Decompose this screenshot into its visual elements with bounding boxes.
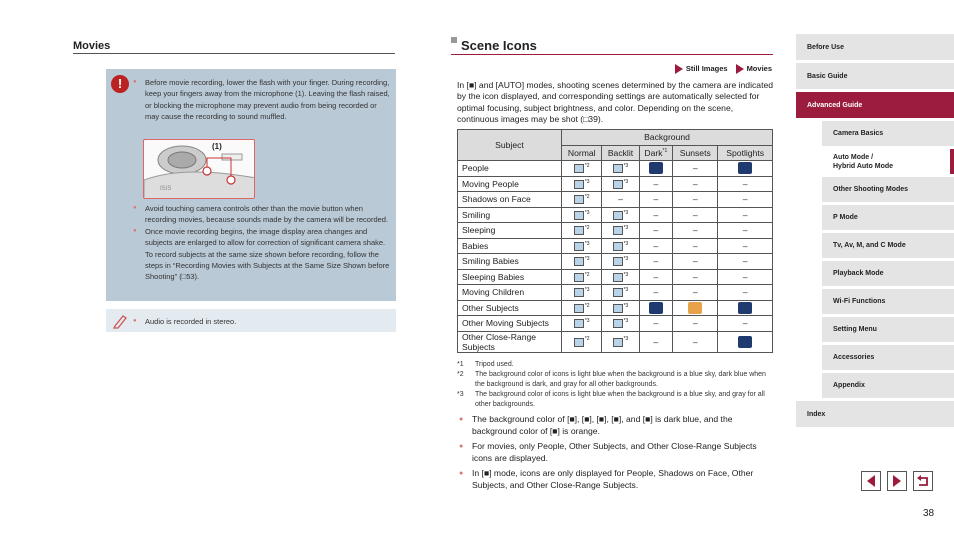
empty-cell: – — [673, 223, 718, 239]
scene-icon-cell: *2 — [562, 192, 602, 208]
scene-icon — [574, 195, 584, 204]
empty-cell: – — [718, 254, 773, 270]
dark-scene-icon-cell — [639, 300, 673, 316]
nav-item-before-use[interactable]: Before Use — [796, 34, 954, 60]
dark-scene-icon-cell — [718, 300, 773, 316]
scene-icon — [574, 180, 584, 189]
scene-icon — [574, 304, 584, 313]
scene-icon — [574, 273, 584, 282]
scene-icon — [613, 319, 623, 328]
nav-item-tv-av-m-and-c-mode[interactable]: Tv, Av, M, and C Mode — [822, 233, 954, 258]
scene-icon-cell: *3 — [602, 285, 639, 301]
empty-cell: – — [639, 207, 673, 223]
scene-icon — [613, 288, 623, 297]
table-row — [458, 223, 773, 239]
subject-cell: Other Close-Range Subjects — [458, 331, 562, 352]
nav-item-basic-guide[interactable]: Basic Guide — [796, 63, 954, 89]
dark-scene-icon-cell — [639, 161, 673, 177]
empty-cell: – — [673, 269, 718, 285]
triangle-icon — [736, 64, 744, 74]
footnote: *1 Tripod used. — [457, 361, 514, 368]
background-header: Background — [562, 130, 773, 146]
empty-cell: – — [718, 207, 773, 223]
dark-scene-icon — [738, 336, 752, 348]
scene-icon-cell: *3 — [602, 207, 639, 223]
chapter-nav — [796, 34, 954, 430]
subject-cell: Sleeping Babies — [458, 269, 562, 285]
scene-icons-table — [457, 129, 773, 353]
empty-cell: – — [673, 192, 718, 208]
footnote: *2 The background color of icons is light blue when the background is a blue sky, dark blue when the background is dark, and gray for all other backgrounds. — [457, 371, 766, 388]
page-navigation — [861, 471, 933, 491]
note-bullet: ● In [■] mode, icons are only displayed for People, Shadows on Face, Other Subjects, and Other Close-Range Subjects. — [457, 468, 775, 491]
caution-item: ● Before movie recording, lower the flash with your finger. During recording, keep your fingers away from the microphone (1). Leaving the flash raised, or blocking the microphone may prevent audio from being recorded or may cause the recording to sound muffled. — [133, 77, 390, 123]
title-divider — [451, 54, 773, 55]
dark-scene-icon — [649, 162, 663, 174]
scene-icon-cell: *3 — [602, 223, 639, 239]
scene-icon-cell: *3 — [562, 254, 602, 270]
section-title-movies: Movies — [73, 40, 111, 52]
nav-item-other-shooting-modes[interactable]: Other Shooting Modes — [822, 177, 954, 202]
scene-icon-cell: *3 — [602, 176, 639, 192]
mode-tags — [675, 64, 772, 74]
dark-scene-icon — [738, 302, 752, 314]
table-row — [458, 285, 773, 301]
dark-scene-icon-cell — [718, 161, 773, 177]
nav-item-setting-menu[interactable]: Setting Menu — [822, 317, 954, 342]
empty-cell: – — [673, 316, 718, 332]
empty-cell: – — [639, 331, 673, 352]
subject-cell: Smiling — [458, 207, 562, 223]
scene-icon-cell: *3 — [602, 300, 639, 316]
scene-icon — [613, 338, 623, 347]
table-row — [458, 207, 773, 223]
nav-item-camera-basics[interactable]: Camera Basics — [822, 121, 954, 146]
table-row — [458, 161, 773, 177]
dark-scene-icon — [649, 302, 663, 314]
scene-icon-cell: *2 — [562, 331, 602, 352]
subject-cell: Other Subjects — [458, 300, 562, 316]
dark-scene-icon — [738, 162, 752, 174]
scene-icon — [613, 304, 623, 313]
column-header: Sunsets — [673, 145, 718, 161]
empty-cell: – — [639, 269, 673, 285]
column-header: Dark$^{*1}$ — [639, 145, 673, 161]
table-row — [458, 316, 773, 332]
scene-icon — [574, 164, 584, 173]
empty-cell: – — [673, 161, 718, 177]
table-row — [458, 300, 773, 316]
scene-icon — [574, 288, 584, 297]
prev-page-button[interactable] — [861, 471, 881, 491]
scene-icon — [574, 242, 584, 251]
footnote: *3 The background color of icons is light blue when the background is a blue sky, and gray for all other backgrounds. — [457, 391, 765, 408]
scene-icon — [613, 211, 623, 220]
empty-cell: – — [718, 316, 773, 332]
scene-icon-cell: *2 — [562, 223, 602, 239]
subject-cell: Babies — [458, 238, 562, 254]
scene-icon-cell: *3 — [602, 238, 639, 254]
empty-cell: – — [718, 285, 773, 301]
subject-header: Subject — [458, 130, 562, 161]
scene-icon — [613, 257, 623, 266]
movies-tag: Movies — [736, 64, 772, 74]
column-header: Backlit — [602, 145, 639, 161]
scene-icon — [613, 164, 623, 173]
notes-list — [457, 414, 775, 495]
dark-scene-icon-cell — [718, 331, 773, 352]
subject-cell: Shadows on Face — [458, 192, 562, 208]
subject-cell: Moving People — [458, 176, 562, 192]
scene-icon-cell: *3 — [562, 238, 602, 254]
arrow-left-icon — [864, 474, 878, 488]
note-bullet: ● For movies, only People, Other Subjects, and Other Close-Range Subjects icons are displayed. — [457, 441, 775, 464]
nav-item-auto-mode-hybrid-auto-mode[interactable]: Auto Mode / Hybrid Auto Mode — [822, 149, 954, 174]
empty-cell: – — [718, 192, 773, 208]
nav-item-accessories[interactable]: Accessories — [822, 345, 954, 370]
sunset-scene-icon — [688, 302, 702, 314]
caution-box — [106, 69, 396, 301]
caution-item: ● Avoid touching camera controls other than the movie button when recording movies, because sounds made by the camera will be recorded. — [133, 203, 390, 226]
note-item: ● Audio is recorded in stereo. — [133, 316, 388, 327]
empty-cell: – — [639, 192, 673, 208]
empty-cell: – — [718, 176, 773, 192]
table-row — [458, 176, 773, 192]
sunset-scene-icon-cell — [673, 300, 718, 316]
empty-cell: – — [718, 223, 773, 239]
empty-cell: – — [673, 254, 718, 270]
empty-cell: – — [639, 223, 673, 239]
nav-item-p-mode[interactable]: P Mode — [822, 205, 954, 230]
page-number: 38 — [923, 508, 935, 519]
arrow-right-icon — [890, 474, 904, 488]
title-marker — [451, 37, 457, 43]
table-row — [458, 269, 773, 285]
scene-icon-cell: *3 — [562, 176, 602, 192]
empty-cell: – — [718, 269, 773, 285]
callout-label: (1) — [212, 142, 222, 151]
nav-item-advanced-guide[interactable]: Advanced Guide — [796, 92, 954, 118]
scene-icon-cell: *3 — [602, 254, 639, 270]
empty-cell: – — [673, 207, 718, 223]
empty-cell: – — [639, 238, 673, 254]
caution-item: ● Once movie recording begins, the image display area changes and subjects are enlarged to allow for correction of significant camera shake. To record subjects at the same size shown before recording, follow the steps in “Recording Movies with Subjects at the Same Size Shown before Shooting” (□53). — [133, 226, 390, 283]
subject-cell: People — [458, 161, 562, 177]
empty-cell: – — [639, 254, 673, 270]
next-page-button[interactable] — [887, 471, 907, 491]
scene-icon — [574, 211, 584, 220]
subject-cell: Other Moving Subjects — [458, 316, 562, 332]
still-images-tag: Still Images — [675, 64, 728, 74]
column-header: Spotlights — [718, 145, 773, 161]
scene-icon — [613, 273, 623, 282]
scene-icon-cell: *3 — [562, 285, 602, 301]
scene-icon-cell: *3 — [562, 207, 602, 223]
scene-icon — [574, 319, 584, 328]
scene-icon-cell: *3 — [562, 316, 602, 332]
empty-cell: – — [639, 176, 673, 192]
camera-illustration — [143, 139, 255, 199]
empty-cell: – — [639, 285, 673, 301]
scene-icon — [574, 338, 584, 347]
footnotes — [457, 360, 775, 410]
scene-icon-cell: *3 — [602, 316, 639, 332]
scene-icon-cell: *2 — [562, 300, 602, 316]
scene-icon-cell: *2 — [562, 161, 602, 177]
empty-cell: – — [639, 316, 673, 332]
caution-list — [133, 203, 390, 283]
note-list — [133, 316, 388, 327]
nav-item-appendix[interactable]: Appendix — [822, 373, 954, 398]
svg-text:ISIS: ISIS — [160, 186, 172, 192]
nav-item-index[interactable]: Index — [796, 401, 954, 427]
empty-cell: – — [673, 285, 718, 301]
caution-icon: ! — [111, 75, 129, 93]
scene-icon-cell: *3 — [602, 161, 639, 177]
table-row — [458, 192, 773, 208]
subject-cell: Sleeping — [458, 223, 562, 239]
scene-icon — [613, 242, 623, 251]
empty-cell: – — [673, 238, 718, 254]
page-title: Scene Icons — [461, 38, 537, 53]
triangle-icon — [675, 64, 683, 74]
scene-icon — [613, 226, 623, 235]
subject-cell: Smiling Babies — [458, 254, 562, 270]
section-divider — [73, 53, 395, 54]
scene-icon-cell: *2 — [562, 269, 602, 285]
table-row — [458, 254, 773, 270]
scene-icon-cell: *3 — [602, 331, 639, 352]
intro-paragraph: In [■] and [AUTO] modes, shooting scenes determined by the camera are indicated by the icon displayed, and corresponding settings are automatically selected for optimal focusing, subject brightness, and color. Depending on the scene, continuous images may be shot (□39). — [457, 80, 774, 124]
empty-cell: – — [673, 331, 718, 352]
empty-cell: – — [673, 176, 718, 192]
scene-icon — [574, 257, 584, 266]
empty-cell: – — [602, 192, 639, 208]
table-row — [458, 331, 773, 352]
scene-icon — [613, 180, 623, 189]
caution-list — [133, 77, 390, 123]
scene-icon — [574, 226, 584, 235]
pencil-icon — [112, 313, 128, 329]
back-button[interactable] — [913, 471, 933, 491]
column-header: Normal — [562, 145, 602, 161]
note-box — [106, 309, 396, 332]
return-icon — [916, 474, 930, 488]
nav-item-playback-mode[interactable]: Playback Mode — [822, 261, 954, 286]
scene-icon-cell: *3 — [602, 269, 639, 285]
note-bullet: ● The background color of [■], [■], [■], [■], and [■] is dark blue, and the background color of [■] is orange. — [457, 414, 775, 437]
table-row — [458, 238, 773, 254]
nav-item-wi-fi-functions[interactable]: Wi-Fi Functions — [822, 289, 954, 314]
subject-cell: Moving Children — [458, 285, 562, 301]
empty-cell: – — [718, 238, 773, 254]
